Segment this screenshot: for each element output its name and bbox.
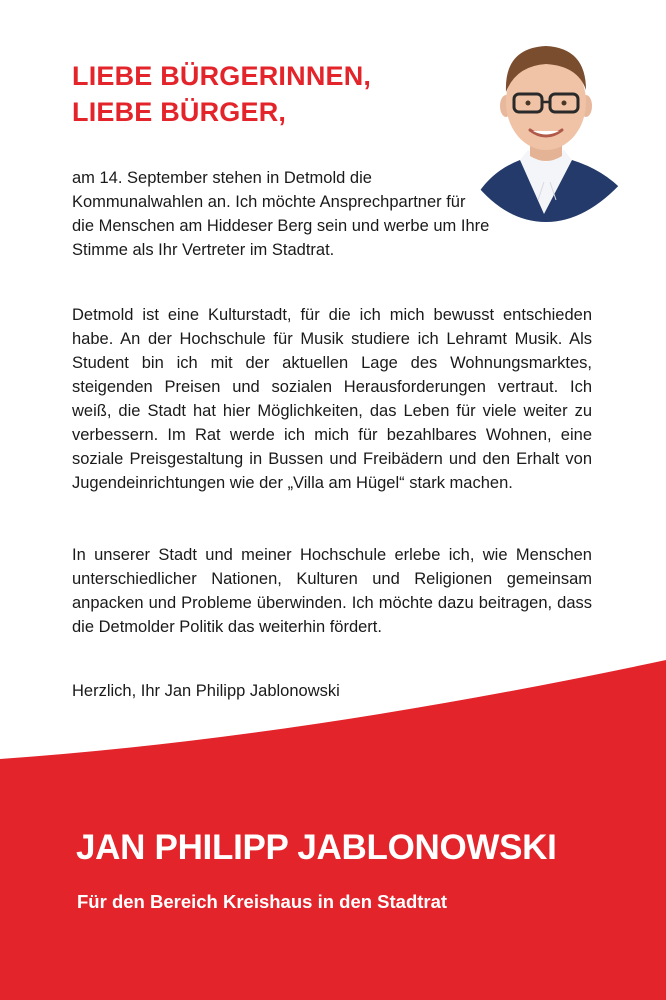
- candidate-subtitle: Für den Bereich Kreishaus in den Stadtrat: [77, 891, 448, 912]
- signoff-line: Herzlich, Ihr Jan Philipp Jablonowski: [72, 682, 340, 700]
- body-paragraph-2: Detmold ist eine Kulturstadt, für die ich mich bewusst entschieden habe. An der Hochschule für Musik studiere ich Lehramt Musik. Als Student bin ich mit der aktuellen Lage des Wohnungsmarktes, steigenden Preisen und sozialen Herausforderungen vertraut. Ich weiß, die Stadt hat hier Möglichkeiten, das Leben für viele weiter zu verbessern. Im Rat werde ich mich für bezahlbares Wohnen, eine soziale Preisgestaltung in Bussen und Freibädern und den Erhalt von Jugendeinrichtungen wie der „Villa am Hügel“ stark machen.: [72, 306, 592, 492]
- candidate-portrait-icon: [474, 32, 624, 222]
- intro-paragraph: am 14. September stehen in Detmold die Kommunalwahlen an. Ich möchte Ansprechpartner für die Menschen am Hiddeser Berg sein und werbe um Ihre Stimme als Ihr Vertreter im Stadtrat.: [72, 169, 490, 259]
- candidate-name: JAN PHILIPP JABLONOWSKI: [76, 828, 557, 867]
- greeting-line-1: LIEBE BÜRGERINNEN,: [72, 61, 372, 91]
- greeting-heading: [72, 58, 452, 130]
- greeting-line-2: LIEBE BÜRGER,: [72, 97, 287, 127]
- body-paragraph-3: In unserer Stadt und meiner Hochschule erlebe ich, wie Menschen unterschiedlicher Nationen, Kulturen und Religionen gemeinsam anpacken und Probleme überwinden. Ich möchte dazu beitragen, dass die Detmolder Politik das weiterhin fördert.: [72, 546, 592, 636]
